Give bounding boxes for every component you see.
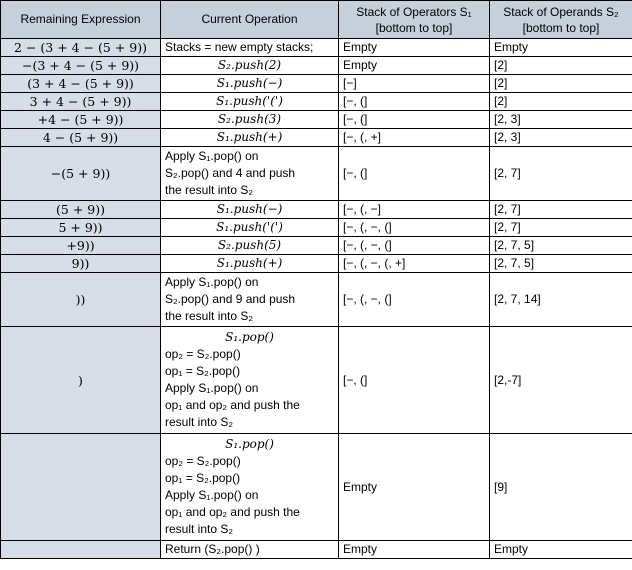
header-operand-stack-order: [bottom to top] [522,20,600,35]
operand-stack-cell: [2, 7] [490,147,632,201]
table-row [1,147,632,201]
table-row [1,273,632,327]
header-operand-stack [490,1,632,39]
operand-stack-cell: [2, 3] [490,111,632,129]
header-row [1,1,632,39]
remaining-expression-cell: 9)) [1,255,161,273]
operator-stack-cell: [−, (] [339,147,490,201]
current-operation-cell [161,434,339,541]
header-operator-stack [339,1,490,39]
operand-stack-cell: [2,-7] [490,327,632,434]
table-row [1,255,632,273]
operation-line: op₁ and op₂ and push the [165,398,300,412]
operator-stack-cell: [−, (, −, (] [339,237,490,255]
header-current-operation [161,1,339,39]
operator-stack-cell: [−, (] [339,327,490,434]
remaining-expression-cell: −(3 + 4 − (5 + 9)) [1,57,161,75]
operation-line: S₁.push(+) [216,130,283,144]
current-operation-cell [161,147,339,201]
operator-stack-cell: [−, (] [339,93,490,111]
remaining-expression-cell: )) [1,273,161,327]
operation-line: op₁ = S₂.pop() [165,364,241,378]
remaining-expression-cell: 5 + 9)) [1,219,161,237]
operation-line: Apply S₁.pop() on [165,275,259,289]
current-operation-cell [161,219,339,237]
table-row [1,39,632,57]
operator-stack-cell: [−, (, +] [339,129,490,147]
remaining-expression-cell: 3 + 4 − (5 + 9)) [1,93,161,111]
operand-stack-cell: [2, 7, 5] [490,255,632,273]
operator-stack-cell: Empty [339,39,490,57]
operator-stack-cell: [−] [339,75,490,93]
current-operation-cell [161,255,339,273]
operator-stack-cell: Empty [339,57,490,75]
operand-stack-cell: Empty [490,39,632,57]
current-operation-cell [161,93,339,111]
operation-line: op₁ and op₂ and push the [165,505,300,519]
current-operation-cell [161,273,339,327]
operation-line: S₁.push('(') [216,94,283,108]
remaining-expression-cell [1,541,161,559]
remaining-expression-cell: −(5 + 9)) [1,147,161,201]
header-operand-stack-title: Stack of Operands S₂ [503,4,619,19]
operation-line: op₂ = S₂.pop() [165,454,241,468]
header-current-label: Current Operation [201,12,298,26]
operand-stack-cell: [9] [490,434,632,541]
remaining-expression-cell: 2 − (3 + 4 − (5 + 9)) [1,39,161,57]
table-row [1,327,632,434]
operator-stack-cell: Empty [339,434,490,541]
remaining-expression-cell: 4 − (5 + 9)) [1,129,161,147]
operand-stack-cell: [2] [490,57,632,75]
operand-stack-cell: Empty [490,541,632,559]
operation-line: Apply S₁.pop() on [165,381,259,395]
current-operation-cell: Return (S₂.pop() ) [161,541,339,559]
operator-stack-cell: Empty [339,541,490,559]
operand-stack-cell: [2, 7] [490,201,632,219]
table-row [1,93,632,111]
operation-line: S₁.push('(') [216,220,283,234]
header-remaining-expression [1,1,161,39]
operand-stack-cell: [2, 7, 5] [490,237,632,255]
current-operation-cell [161,201,339,219]
remaining-expression-cell: +9)) [1,237,161,255]
operation-line: S₁.push(−) [216,76,283,90]
operand-stack-cell: [2, 3] [490,129,632,147]
current-operation-cell [161,327,339,434]
operation-line: result into S₂ [165,415,234,429]
current-operation-cell: Stacks = new empty stacks; [161,39,339,57]
current-operation-cell [161,129,339,147]
table-row [1,57,632,75]
current-operation-cell [161,111,339,129]
current-operation-cell [161,75,339,93]
operator-stack-cell: [−, (, −] [339,201,490,219]
operation-line: the result into S₂ [165,183,254,197]
table-row [1,75,632,93]
remaining-expression-cell: ) [1,327,161,434]
table-row [1,541,632,559]
operation-line: S₂.pop() and 9 and push [165,292,296,306]
operation-line: the result into S₂ [165,309,254,323]
table-row [1,434,632,541]
operand-stack-cell: [2, 7] [490,219,632,237]
operation-line: S₁.pop() [225,330,274,344]
operator-stack-cell: [−, (, −, (] [339,273,490,327]
operand-stack-cell: [2, 7, 14] [490,273,632,327]
operation-line: Apply S₁.pop() on [165,488,259,502]
operation-line: op₁ = S₂.pop() [165,471,241,485]
remaining-expression-cell [1,434,161,541]
operation-line: S₁.push(+) [216,256,283,270]
header-operator-stack-order: [bottom to top] [375,20,453,35]
table-row [1,237,632,255]
header-remaining-label: Remaining Expression [20,12,141,26]
operation-line: S₂.push(3) [217,112,282,126]
table-row [1,129,632,147]
remaining-expression-cell: +4 − (5 + 9)) [1,111,161,129]
operation-line: S₁.push(−) [216,202,283,216]
remaining-expression-cell: (3 + 4 − (5 + 9)) [1,75,161,93]
operation-line: S₂.push(2) [217,58,282,72]
operator-stack-cell: [−, (, −, (, +] [339,255,490,273]
operation-line: S₂.push(5) [217,238,282,252]
header-operator-stack-title: Stack of Operators S₁ [356,4,472,19]
table-row [1,201,632,219]
operation-line: result into S₂ [165,522,234,536]
operand-stack-cell: [2] [490,75,632,93]
operator-stack-cell: [−, (] [339,111,490,129]
current-operation-cell [161,237,339,255]
operation-line: op₂ = S₂.pop() [165,347,241,361]
operation-line: Apply S₁.pop() on [165,149,259,163]
remaining-expression-cell: (5 + 9)) [1,201,161,219]
operand-stack-cell: [2] [490,93,632,111]
operator-stack-cell: [−, (, −, (] [339,219,490,237]
current-operation-cell [161,57,339,75]
table-row [1,111,632,129]
operation-line: S₂.pop() and 4 and push [165,166,296,180]
operation-line: S₁.pop() [225,437,274,451]
table-row [1,219,632,237]
